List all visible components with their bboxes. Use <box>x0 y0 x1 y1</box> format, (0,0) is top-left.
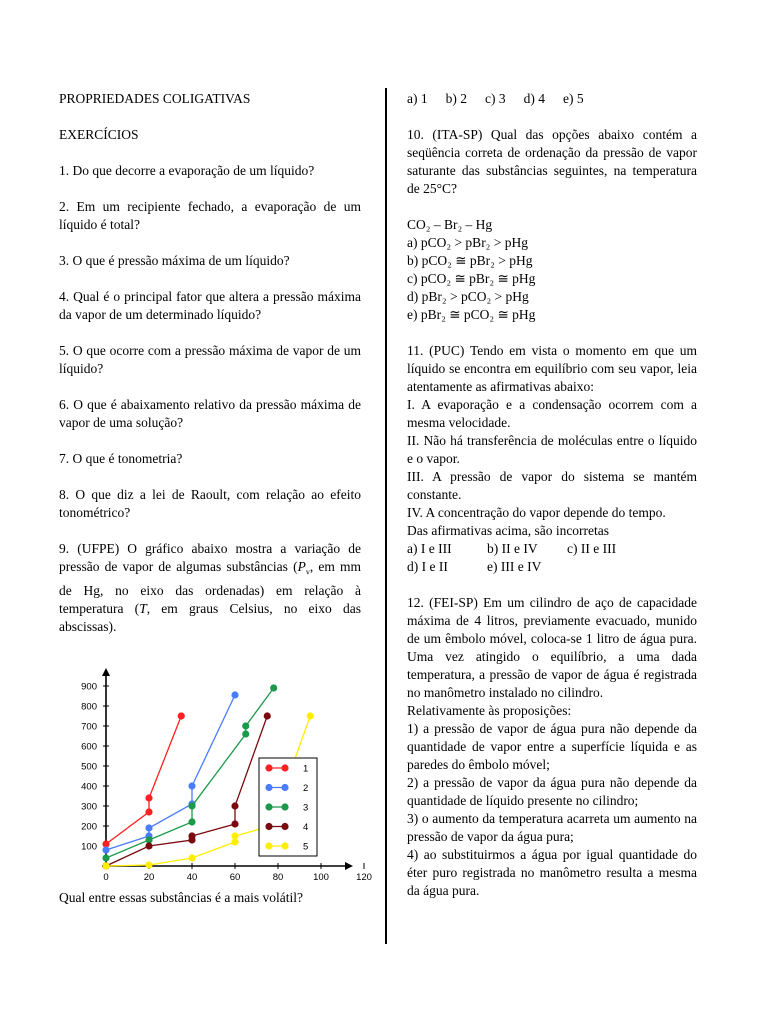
series-4-point <box>231 802 238 809</box>
series-3-point <box>188 802 195 809</box>
x-tick-label: 0 <box>103 872 109 883</box>
question-6: 6. O que é abaixamento relativo da pressão máxima de vapor de uma solução? <box>59 397 361 430</box>
series-3-point <box>242 722 249 729</box>
series-3-point <box>102 854 109 861</box>
q10-option-b: b) pCO₂ ≅ pBr₂ > pHg <box>407 253 533 268</box>
legend-label-4: 4 <box>303 822 309 833</box>
series-1-point <box>145 794 152 801</box>
q11-option-d: d) I e II <box>407 559 448 574</box>
page-title: PROPRIEDADES COLIGATIVAS <box>59 91 251 106</box>
question-10: 10. (ITA-SP) Qual das opções abaixo contém a seqüência correta de ordenação da pressão de vapor saturante das substâncias seguintes, na temperatura de 25°C? <box>407 127 697 196</box>
x-tick-label: 20 <box>143 872 155 883</box>
series-5-point <box>231 832 238 839</box>
series-2-point <box>145 824 152 831</box>
legend-marker-2 <box>265 784 272 791</box>
left-column <box>59 90 361 636</box>
q9-option-b: b) 2 <box>445 91 467 106</box>
q11-statement-i: I. A evaporação e a condensação ocorrem com a mesma velocidade. <box>407 397 697 430</box>
q12-prop-3: 3) o aumento da temperatura acarreta um aumento na pressão de vapor da água pura; <box>407 811 697 844</box>
x-axis-arrow <box>345 862 353 870</box>
q10-option-a: a) pCO₂ > pBr₂ > pHg <box>407 235 529 250</box>
q9-option-e: e) 5 <box>563 91 584 106</box>
y-axis-arrow <box>102 668 110 676</box>
q11-option-a: a) I e III <box>407 541 452 556</box>
q10-option-e: e) pBr₂ ≅ pCO₂ ≅ pHg <box>407 307 536 322</box>
legend-label-5: 5 <box>303 841 309 853</box>
legend-marker-5 <box>265 842 272 849</box>
series-2-point <box>188 782 195 789</box>
series-4-point <box>231 820 238 827</box>
q12-relativamente: Relativamente às proposições: <box>407 703 572 718</box>
series-3-point <box>270 684 277 691</box>
q9-option-c: c) 3 <box>485 91 506 106</box>
y-tick-label: 700 <box>81 721 97 733</box>
series-2-line <box>106 695 235 850</box>
y-tick-label: 300 <box>81 801 97 813</box>
x-tick-label: 100 <box>313 872 329 883</box>
q11-ask: Das afirmativas acima, são incorretas <box>407 523 610 538</box>
y-tick-label: 800 <box>81 701 97 713</box>
q12-prop-1: 1) a pressão de vapor de água pura não depende da quantidade de vapor entre a superfície líquida e as paredes do êmbolo móvel; <box>407 721 697 772</box>
legend-marker-1 <box>281 764 288 771</box>
series-4-point <box>188 832 195 839</box>
y-tick-label: 100 <box>81 841 97 853</box>
section-title: EXERCÍCIOS <box>59 127 139 142</box>
series-2-point <box>102 846 109 853</box>
q11-option-c: c) II e III <box>567 541 617 556</box>
series-1-point <box>145 808 152 815</box>
series-4-point <box>264 712 271 719</box>
legend-marker-4 <box>281 823 288 830</box>
q9-options <box>407 90 697 108</box>
legend-marker-4 <box>265 823 272 830</box>
y-tick-label: 900 <box>81 681 97 693</box>
series-4-point <box>145 842 152 849</box>
q11-options-row1 <box>407 540 697 558</box>
chart-svg <box>59 666 372 886</box>
y-tick-label: 500 <box>81 761 97 773</box>
right-column <box>407 90 697 900</box>
x-tick-label: 40 <box>186 872 198 883</box>
x-tick-label: 80 <box>272 872 284 883</box>
legend-marker-3 <box>281 803 288 810</box>
series-2-point <box>231 691 238 698</box>
legend-label-1: 1 <box>303 763 309 775</box>
legend-marker-2 <box>281 784 288 791</box>
series-3-point <box>242 730 249 737</box>
q10-option-d: d) pBr₂ > pCO₂ > pHg <box>407 289 529 304</box>
legend-marker-5 <box>281 842 288 849</box>
series-1-line <box>106 716 181 844</box>
y-tick-label: 600 <box>81 741 97 753</box>
question-9-prompt: Qual entre essas substâncias é a mais volátil? <box>59 890 304 905</box>
q11-statement-ii: II. Não há transferência de moléculas entre o líquido e o vapor. <box>407 433 697 466</box>
question-12: 12. (FEI-SP) Em um cilindro de aço de capacidade máxima de 4 litros, previamente evacuado, munido de um êmbolo móvel, coloca-se 1 litro de água pura. Uma vez atingido o equilíbrio, a uma dada temperatura, a pressão de vapor de água é registrada no manômetro instalado no cilindro. <box>407 595 697 700</box>
q12-prop-2: 2) a pressão de vapor da água pura não depende da quantidade de líquido presente no cilindro; <box>407 775 697 808</box>
series-3-point <box>188 818 195 825</box>
q10-sequence: CO₂ – Br₂ – Hg <box>407 217 493 232</box>
question-4: 4. Qual é o principal fator que altera a pressão máxima da vapor de um determinado líquido? <box>59 289 361 322</box>
series-5-point <box>102 862 109 869</box>
legend-label-3: 3 <box>303 802 309 814</box>
series-5-point <box>188 854 195 861</box>
q10-option-c: c) pCO₂ ≅ pBr₂ ≅ pHg <box>407 271 536 286</box>
q9-option-d: d) 4 <box>523 91 545 106</box>
series-5-point <box>145 861 152 868</box>
series-1-point <box>178 712 185 719</box>
q11-options-row2 <box>407 558 697 576</box>
q11-statement-iii: III. A pressão de vapor do sistema se mantém constante. <box>407 469 697 502</box>
question-11: 11. (PUC) Tendo em vista o momento em que um líquido se encontra em equilíbrio com seu vapor, leia atentamente as afirmativas abaixo: <box>407 343 697 394</box>
y-tick-label: 400 <box>81 781 97 793</box>
x-tick-label: 60 <box>229 872 241 883</box>
x-tick-label: 120 <box>356 872 372 883</box>
legend-label-2: 2 <box>303 783 309 794</box>
q9-option-a: a) 1 <box>407 91 428 106</box>
question-8: 8. O que diz a lei de Raoult, com relação ao efeito tonométrico? <box>59 487 361 520</box>
y-tick-label: 200 <box>81 821 97 833</box>
series-5-point <box>307 712 314 719</box>
q11-option-e: e) III e IV <box>487 559 542 574</box>
legend-marker-3 <box>265 803 272 810</box>
question-3: 3. O que é pressão máxima de um líquido? <box>59 253 290 268</box>
vapor-pressure-chart <box>59 666 372 886</box>
question-5: 5. O que ocorre com a pressão máxima de vapor de um líquido? <box>59 343 361 376</box>
q12-prop-4: 4) ao substituirmos a água por igual quantidade do éter puro registrada no manômetro resulta a mesma da água pura. <box>407 847 697 898</box>
question-1: 1. Do que decorre a evaporação de um líquido? <box>59 163 315 178</box>
question-9: 9. (UFPE) O gráfico abaixo mostra a variação de pressão de vapor de algumas substâncias ($P_v$, em mm de Hg, no eixo das ordenadas) em relação à temperatura (T, em graus Celsius, no eixo das abscissas). <box>59 541 361 634</box>
q11-option-b: b) II e IV <box>487 541 538 556</box>
q11-statement-iv: IV. A concentração do vapor depende do tempo. <box>407 505 666 520</box>
question-2: 2. Em um recipiente fechado, a evaporação de um líquido é total? <box>59 199 361 232</box>
legend-marker-1 <box>265 764 272 771</box>
question-7: 7. O que é tonometria? <box>59 451 183 466</box>
column-divider <box>385 88 387 944</box>
